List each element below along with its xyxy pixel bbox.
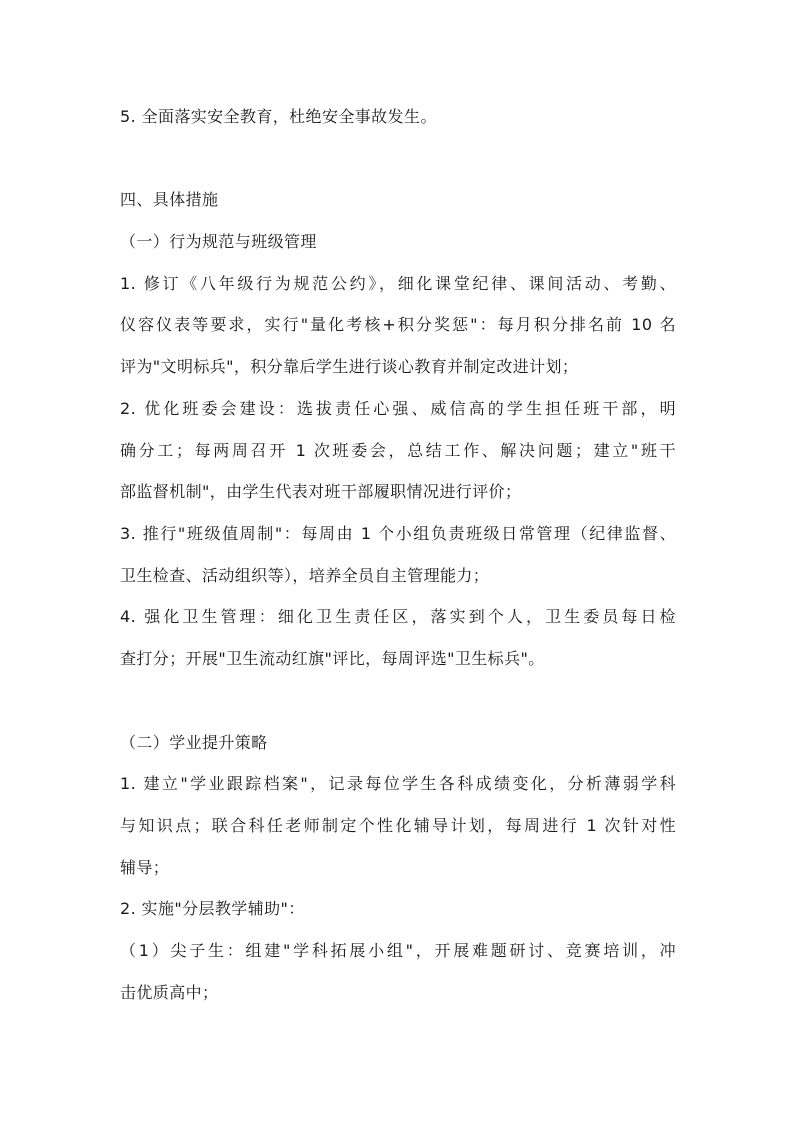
goal-item-5: 5. 全面落实安全教育，杜绝安全事故发生。 [120,107,437,126]
paragraph-line: 击优质高中； [120,983,219,1002]
paragraph-line: 3. 推行"班级值周制"：每周由 1 个小组负责班级日常管理（纪律监督、 [120,524,676,543]
paragraph-line: 卫生检查、活动组织等），培养全员自主管理能力； [120,566,490,585]
paragraph-line: 评为"文明标兵"，积分靠后学生进行谈心教育并制定改进计划； [120,357,579,376]
paragraph-line: 2. 实施"分层教学辅助"： [120,899,305,918]
section-heading-measures: 四、具体措施 [120,190,219,209]
paragraph-line: 1. 修订《八年级行为规范公约》，细化课堂纪律、课间活动、考勤、 [120,274,676,293]
paragraph-line: 确分工；每两周召开 1 次班委会，总结工作、解决问题；建立"班干 [120,441,676,460]
paragraph-line: 2. 优化班委会建设：选拔责任心强、威信高的学生担任班干部，明 [120,399,676,418]
paragraph-line: 辅导； [120,858,170,877]
paragraph-line: 1. 建立"学业跟踪档案"，记录每位学生各科成绩变化，分析薄弱学科 [120,774,676,793]
paragraph-line: 与知识点；联合科任老师制定个性化辅导计划，每周进行 1 次针对性 [120,816,676,835]
subsection-heading-behavior: （一）行为规范与班级管理 [120,232,317,251]
paragraph-line: 仪容仪表等要求，实行"量化考核+积分奖惩"：每月积分排名前 10 名 [120,315,676,334]
paragraph-line: （1）尖子生：组建"学科拓展小组"，开展难题研讨、竞赛培训，冲 [120,941,676,960]
paragraph-line: 4. 强化卫生管理：细化卫生责任区，落实到个人，卫生委员每日检 [120,607,676,626]
paragraph-line: 部监督机制"，由学生代表对班干部履职情况进行评价； [120,482,522,501]
paragraph-line: 查打分；开展"卫生流动红旗"评比，每周评选"卫生标兵"。 [120,649,545,668]
document-page [120,0,676,1122]
subsection-heading-academics: （二）学业提升策略 [120,733,268,752]
